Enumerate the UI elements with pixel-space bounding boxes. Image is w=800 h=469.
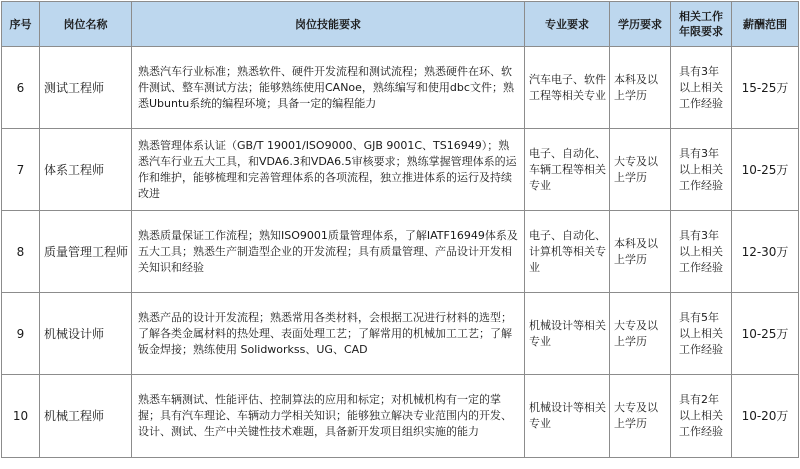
row-skills: 熟悉汽车行业标准；熟悉软件、硬件开发流程和测试流程；熟悉硬件在环、软件测试、整车测试方法；能够熟练使用CANoe，熟练编写和使用dbc文件；熟悉Ubuntu系统的编程环境；具备一定的编程能力	[132, 47, 525, 129]
row-experience: 具有3年以上相关工作经验	[671, 47, 732, 129]
row-experience: 具有5年以上相关工作经验	[671, 293, 732, 375]
header-major: 专业要求	[525, 2, 610, 47]
header-skills: 岗位技能要求	[132, 2, 525, 47]
row-major: 机械设计等相关专业	[525, 375, 610, 458]
row-no: 6	[2, 47, 40, 129]
header-edu: 学历要求	[610, 2, 671, 47]
row-salary: 12-30万	[732, 211, 799, 293]
row-no: 7	[2, 129, 40, 211]
row-experience: 具有3年以上相关工作经验	[671, 211, 732, 293]
row-skills: 熟悉产品的设计开发流程；熟悉常用各类材料，会根据工况进行材料的选型；了解各类金属材料的热处理、表面处理工艺；了解常用的机械加工工艺；了解钣金焊接；熟练使用 Solidworkss、UG、CAD	[132, 293, 525, 375]
row-job-name: 测试工程师	[40, 47, 132, 129]
row-major: 汽车电子、软件工程等相关专业	[525, 47, 610, 129]
row-major: 电子、自动化、车辆工程等相关专业	[525, 129, 610, 211]
row-major: 机械设计等相关专业	[525, 293, 610, 375]
row-skills: 熟悉车辆测试、性能评估、控制算法的应用和标定；对机械机构有一定的掌握；具有汽车理论、车辆动力学相关知识；能够独立解决专业范围内的开发、设计、测试、生产中关键性技术难题，具备新开发项目组织实施的能力	[132, 375, 525, 458]
header-row	[2, 2, 799, 47]
row-no: 8	[2, 211, 40, 293]
row-salary: 15-25万	[732, 47, 799, 129]
row-no: 9	[2, 293, 40, 375]
row-experience: 具有3年以上相关工作经验	[671, 129, 732, 211]
row-no: 10	[2, 375, 40, 458]
row-education: 大专及以上学历	[610, 129, 671, 211]
row-job-name: 质量管理工程师	[40, 211, 132, 293]
row-experience: 具有2年以上相关工作经验	[671, 375, 732, 458]
row-job-name: 体系工程师	[40, 129, 132, 211]
row-job-name: 机械设计师	[40, 293, 132, 375]
row-education: 大专及以上学历	[610, 293, 671, 375]
row-skills: 熟悉质量保证工作流程；熟知ISO9001质量管理体系，了解IATF16949体系及五大工具；熟悉生产制造型企业的开发流程；具有质量管理、产品设计开发相关知识和经验	[132, 211, 525, 293]
header-salary: 薪酬范围	[732, 2, 799, 47]
table-row	[2, 375, 799, 458]
row-salary: 10-25万	[732, 129, 799, 211]
table-row	[2, 293, 799, 375]
row-education: 本科及以上学历	[610, 211, 671, 293]
row-education: 本科及以上学历	[610, 47, 671, 129]
row-education: 大专及以上学历	[610, 375, 671, 458]
table-row	[2, 211, 799, 293]
row-salary: 10-20万	[732, 375, 799, 458]
row-job-name: 机械工程师	[40, 375, 132, 458]
header-name: 岗位名称	[40, 2, 132, 47]
table-row	[2, 47, 799, 129]
row-major: 电子、自动化、计算机等相关专业	[525, 211, 610, 293]
row-salary: 10-25万	[732, 293, 799, 375]
job-requirements-table	[1, 1, 799, 458]
table-row	[2, 129, 799, 211]
header-no: 序号	[2, 2, 40, 47]
header-exp: 相关工作年限要求	[671, 2, 732, 47]
row-skills: 熟悉管理体系认证（GB/T 19001/ISO9000、GJB 9001C、TS16949）；熟悉汽车行业五大工具，和VDA6.3和VDA6.5审核要求；熟练掌握管理体系的运作和维护，能够梳理和完善管理体系的各项流程，独立推进体系的运行及持续改进	[132, 129, 525, 211]
